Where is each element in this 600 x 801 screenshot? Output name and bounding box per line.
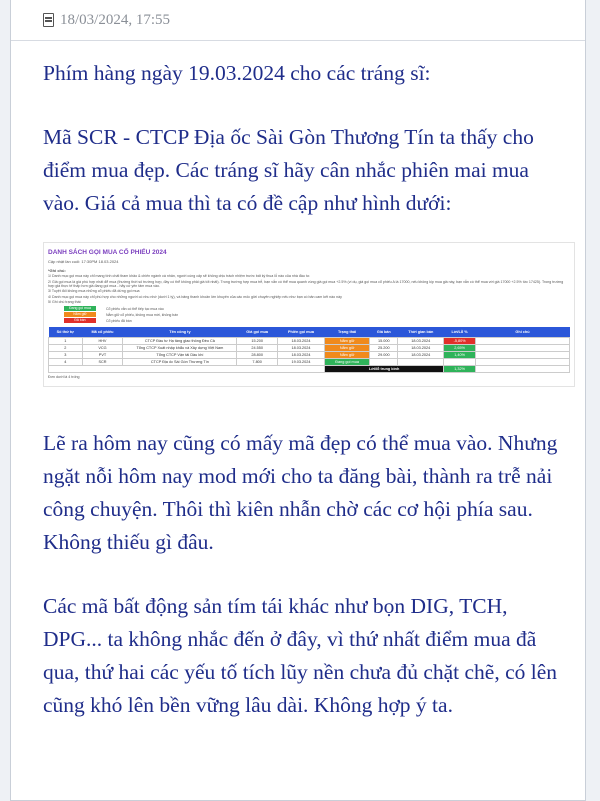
cell-company: Tổng CTCP Vận tải Dầu khí — [123, 352, 237, 359]
column-header: Ghi chú — [476, 327, 570, 338]
cell-note — [476, 345, 570, 352]
table-header-row — [49, 327, 570, 338]
cell-no: 4 — [49, 359, 83, 366]
status-badge: Nắm giữ — [339, 345, 355, 350]
cell-sell-date — [398, 359, 444, 366]
legend-item — [64, 306, 570, 311]
cell-sell-date: 18.03.2024 — [398, 352, 444, 359]
post-card — [10, 0, 586, 801]
cell-sell-date: 18.03.2024 — [398, 338, 444, 345]
column-header: Tên công ty — [123, 327, 237, 338]
sheet-note: 5/ Ghi chú trạng thái: — [48, 299, 82, 304]
cell-sell-price: 15.000 — [370, 338, 398, 345]
post-timestamp: 18/03/2024, 17:55 — [60, 11, 171, 28]
cell-company: CTCP Địa ốc Sài Gòn Thương Tín — [123, 359, 237, 366]
cell-pnl — [444, 359, 476, 366]
cell-note — [476, 338, 570, 345]
total-label: Lời/lỗ trung bình — [325, 366, 444, 373]
cell-code: SCR — [82, 359, 123, 366]
status-badge: Nắm giữ — [339, 352, 355, 357]
cell-date: 19.03.2024 — [277, 359, 324, 366]
column-header: Mã cổ phiếu — [82, 327, 123, 338]
cell-price: 7.800 — [237, 359, 278, 366]
column-header: Giá gọi mua — [237, 327, 278, 338]
post-body — [11, 41, 585, 722]
cell-date: 18.03.2024 — [277, 338, 324, 345]
total-row — [49, 366, 570, 373]
table-row — [49, 352, 570, 359]
table-row — [49, 345, 570, 352]
column-header: Lời/Lỗ % — [444, 327, 476, 338]
cell-pnl: -5,80% — [444, 338, 476, 345]
post-paragraph: Mã SCR - CTCP Địa ốc Sài Gòn Thương Tín ta thấy cho điểm mua đẹp. Các tráng sĩ hãy cân nhắc phiên mai mua vào. Giá cả mua thì ta có đề cập như hình dưới: — [43, 125, 534, 215]
document-icon — [43, 13, 54, 27]
cell-price: 24.550 — [237, 345, 278, 352]
legend-item — [64, 318, 570, 323]
status-badge: Đang gọi mua — [335, 359, 359, 364]
table-row — [49, 338, 570, 345]
cell-date: 18.03.2024 — [277, 352, 324, 359]
legend-desc: Nắm giữ cổ phiếu, không mua mới, không bán — [106, 312, 179, 317]
sheet-note: 1/ Danh mục gọi mua này chỉ mang tính chất tham khảo & chiến ngành cá nhân, người cùng cấp sẽ không chịu trách nhiệm trước bất kỳ thua lỗ nào của nhà đầu tư. — [48, 274, 311, 279]
cell-company: CTCP Đầu tư Hạ tầng giao thông Đèo Cả — [123, 338, 237, 345]
legend-desc: Cổ phiếu đã bán — [106, 318, 132, 323]
cell-company: Tổng CTCP Xuất nhập khẩu và Xây dựng Việt Nam — [123, 345, 237, 352]
legend-item — [64, 312, 570, 317]
sheet-footer: Đơn dưới là 4 trống — [48, 375, 80, 380]
column-header: Thời gian bán — [398, 327, 444, 338]
sheet-note: 3/ Tuyệt đối không mua những cổ phiếu đã dừng gọi mua — [48, 289, 140, 294]
cell-price: 15.200 — [237, 338, 278, 345]
post-paragraph: Lẽ ra hôm nay cũng có mấy mã đẹp có thể mua vào. Nhưng ngặt nỗi hôm nay mod mới cho ta đăng bài, thành ra trễ nải công chuyện. Thôi thì kiên nhẫn chờ các cơ hội phía sau. Không thiếu gì đâu. — [43, 430, 558, 554]
cell-note — [476, 352, 570, 359]
sheet-note: 2/ Giá gọi mua là giá phù hợp nhất để mua (thường thời số trường hợp, đầy có thể không phải giá tốt nhất). Trong trường hợp mua trễ, bạn vẫn có thể mua quanh vùng giá gọi mua +2.5% (ví dụ, giá gọi mua cổ phiếu A là 17000, nếu không kịp mua giá này, bạn vẫn có thể mua với giá 17000 +2.5% tức 17425). Trong trường hợp giá thực tế thấp hơn giá đang gọi mua - hãy cứ yên tâm mua vào. — [48, 279, 564, 289]
legend-swatch: Đã bán — [64, 318, 96, 323]
cell-code: VCG — [82, 345, 123, 352]
cell-pnl: 1,40% — [444, 352, 476, 359]
legend-swatch: Nắm giữ — [64, 312, 96, 317]
cell-sell-price: 29.000 — [370, 352, 398, 359]
cell-status — [325, 359, 370, 366]
table-row — [49, 359, 570, 366]
cell-date: 18.03.2024 — [277, 345, 324, 352]
post-header — [11, 0, 585, 41]
status-legend — [64, 306, 570, 323]
column-header: Phiên gọi mua — [277, 327, 324, 338]
post-paragraph: Các mã bất động sản tím tái khác như bọn DIG, TCH, DPG... ta không nhắc đến ở đây, vì thứ nhất điểm mua đã qua, thứ hai các yếu tố tích lũy nền chưa đủ chặt chẽ, có lên cũng khó lên bền vững lâu dài. Không hợp ý ta. — [43, 593, 558, 717]
cell-status — [325, 338, 370, 345]
cell-sell-date: 18.03.2024 — [398, 345, 444, 352]
stock-table — [48, 327, 570, 373]
cell-sell-price: 25.200 — [370, 345, 398, 352]
total-value: 1,32% — [444, 366, 476, 373]
status-badge: Nắm giữ — [339, 338, 355, 343]
stock-call-sheet-image — [43, 242, 575, 387]
sheet-updated: Cập nhật lần cuối: 17:30PM 18.03.2024 — [48, 258, 119, 264]
cell-no: 2 — [49, 345, 83, 352]
cell-pnl: 2,65% — [444, 345, 476, 352]
legend-swatch: Đang gọi mua — [64, 306, 96, 311]
cell-code: HHV — [82, 338, 123, 345]
cell-no: 3 — [49, 352, 83, 359]
column-header: Số thứ tự — [49, 327, 83, 338]
column-header: Giá bán — [370, 327, 398, 338]
cell-status — [325, 352, 370, 359]
cell-price: 28.800 — [237, 352, 278, 359]
cell-no: 1 — [49, 338, 83, 345]
sheet-title: DANH SÁCH GỌI MUA CỔ PHIẾU 2024 — [48, 249, 167, 256]
column-header: Trạng thái — [325, 327, 370, 338]
post-paragraph: Phím hàng ngày 19.03.2024 cho các tráng sĩ: — [43, 61, 431, 85]
legend-desc: Cổ phiếu vẫn có thể tiếp tục mua vào — [106, 306, 164, 311]
cell-status — [325, 345, 370, 352]
cell-code: PVT — [82, 352, 123, 359]
cell-note — [476, 359, 570, 366]
sheet-notes-title: *Ghi chú: — [48, 267, 66, 273]
sheet-note: 4/ Danh mục gọi mua này chỉ phù hợp cho những người có nhu nhớ (dưới 1 tỷ), và bảng thanh khoản lớn khuyên của các mốc giới chuyên nghiệp nếu như bạn có bản cam kết nào này — [48, 294, 342, 299]
cell-sell-price — [370, 359, 398, 366]
